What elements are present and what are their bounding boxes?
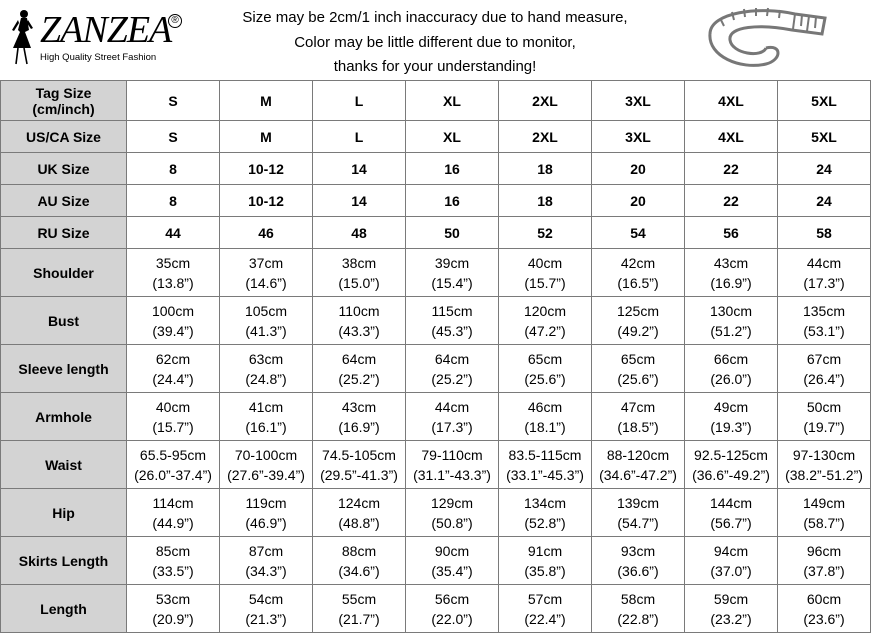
measurement-cell [406,537,499,585]
size-cell: 2XL [499,121,592,153]
cm-value: 62cm [155,350,191,367]
cm-value: 47cm [620,398,656,415]
inch-value: (27.6”-39.4”) [227,466,305,483]
size-cell: 52 [499,217,592,249]
measurement-cell [778,489,871,537]
size-cell: 44 [127,217,220,249]
measurement-cell [406,441,499,489]
row-header: UK Size [1,153,127,185]
brand-name: ZANZEA [40,9,172,51]
cm-value: 56cm [434,590,470,607]
inch-value: (15.7”) [152,418,194,435]
inch-value: (36.6”) [617,562,659,579]
measurement-cell [592,489,685,537]
size-cell: 18 [499,153,592,185]
size-cell: 24 [778,153,871,185]
size-table [0,80,871,633]
row-header: AU Size [1,185,127,217]
inch-value: (38.2”-51.2”) [785,466,863,483]
cm-value: 43cm [713,254,749,271]
measurement-cell [406,489,499,537]
size-cell: 2XL [499,81,592,121]
row-header: Waist [1,441,127,489]
measurement-cell [778,297,871,345]
size-row [1,121,871,153]
size-cell: 4XL [685,121,778,153]
cm-value: 66cm [713,350,749,367]
size-cell: 3XL [592,121,685,153]
measurement-cell [313,297,406,345]
inch-value: (22.4”) [524,610,566,627]
inch-value: (17.3”) [431,418,473,435]
cm-value: 58cm [620,590,656,607]
row-header [1,81,127,121]
cm-value: 64cm [341,350,377,367]
inch-value: (33.5”) [152,562,194,579]
notice-line: Size may be 2cm/1 inch inaccuracy due to hand measure, [242,9,628,26]
measurement-cell [685,489,778,537]
measurement-cell [127,537,220,585]
measurement-cell [220,249,313,297]
size-cell: S [127,81,220,121]
measurement-cell [313,249,406,297]
cm-value: 53cm [155,590,191,607]
measurement-cell [220,441,313,489]
size-cell: 56 [685,217,778,249]
cm-value: 65cm [620,350,656,367]
row-header-line: Tag Size [35,84,92,101]
measurement-cell [499,537,592,585]
inch-value: (29.5”-41.3”) [320,466,398,483]
measurement-cell [127,489,220,537]
measurement-cell [685,537,778,585]
size-cell: L [313,81,406,121]
size-cell: 16 [406,153,499,185]
measurement-cell [778,393,871,441]
cm-value: 65.5-95cm [139,446,207,463]
measurement-cell [220,345,313,393]
cm-value: 97-130cm [792,446,856,463]
cm-value: 64cm [434,350,470,367]
size-row [1,217,871,249]
size-cell: 3XL [592,81,685,121]
size-cell: 50 [406,217,499,249]
row-header: Hip [1,489,127,537]
size-cell: 14 [313,185,406,217]
measurement-cell [220,489,313,537]
row-header: Skirts Length [1,537,127,585]
size-cell: 24 [778,185,871,217]
size-cell: 22 [685,185,778,217]
registered-mark: ® [168,14,182,28]
row-header: Armhole [1,393,127,441]
cm-value: 87cm [248,542,284,559]
cm-value: 37cm [248,254,284,271]
cm-value: 130cm [709,302,753,319]
cm-value: 44cm [806,254,842,271]
measurement-cell [220,297,313,345]
cm-value: 41cm [248,398,284,415]
inch-value: (24.8”) [245,370,287,387]
cm-value: 139cm [616,494,660,511]
size-row [1,185,871,217]
inch-value: (34.6”-47.2”) [599,466,677,483]
cm-value: 135cm [802,302,846,319]
size-cell: XL [406,81,499,121]
inch-value: (50.8”) [431,514,473,531]
cm-value: 105cm [244,302,288,319]
inch-value: (53.1”) [803,322,845,339]
cm-value: 63cm [248,350,284,367]
inch-value: (56.7”) [710,514,752,531]
measurement-cell [127,441,220,489]
size-cell: 16 [406,185,499,217]
measurement-cell [499,585,592,633]
measurement-row [1,249,871,297]
fashion-figure-icon [6,8,40,66]
cm-value: 134cm [523,494,567,511]
measurement-cell [778,585,871,633]
cm-value: 90cm [434,542,470,559]
inch-value: (26.0”-37.4”) [134,466,212,483]
measurement-cell [313,441,406,489]
inch-value: (26.0”) [710,370,752,387]
inch-value: (31.1”-43.3”) [413,466,491,483]
row-header-line: (cm/inch) [32,100,95,117]
cm-value: 96cm [806,542,842,559]
inch-value: (16.5”) [617,274,659,291]
inch-value: (16.1”) [245,418,287,435]
measurement-cell [592,585,685,633]
inch-value: (49.2”) [617,322,659,339]
measurement-row [1,345,871,393]
cm-value: 115cm [431,302,473,319]
inch-value: (23.6”) [803,610,845,627]
inch-value: (43.3”) [338,322,380,339]
size-cell: 58 [778,217,871,249]
measurement-cell [592,249,685,297]
measurement-row [1,297,871,345]
cm-value: 110cm [338,302,380,319]
cm-value: 54cm [248,590,284,607]
measurement-cell [127,393,220,441]
measurement-cell [127,585,220,633]
measurement-cell [220,585,313,633]
measurement-cell [406,345,499,393]
cm-value: 39cm [434,254,470,271]
notice-line: Color may be little different due to monitor, [294,33,576,51]
size-cell: 22 [685,153,778,185]
cm-value: 125cm [616,302,660,319]
cm-value: 129cm [430,494,474,511]
measurement-cell [499,441,592,489]
measurement-row [1,585,871,633]
measurement-cell [313,393,406,441]
measurement-cell [313,345,406,393]
notice-line: thanks for your understanding! [333,58,537,75]
cm-value: 59cm [713,590,749,607]
inch-value: (39.4”) [152,322,194,339]
inch-value: (23.2”) [710,610,752,627]
inch-value: (17.3”) [803,274,845,291]
cm-value: 65cm [527,350,563,367]
inch-value: (44.9”) [152,514,194,531]
measurement-cell [592,345,685,393]
measurement-cell [406,297,499,345]
row-header: US/CA Size [1,121,127,153]
cm-value: 49cm [713,398,749,415]
inch-value: (22.8”) [617,610,659,627]
cm-value: 119cm [245,494,287,511]
inch-value: (15.0”) [338,274,380,291]
cm-value: 93cm [620,542,656,559]
inch-value: (46.9”) [245,514,287,531]
size-cell: 5XL [778,121,871,153]
inch-value: (25.6”) [617,370,659,387]
cm-value: 149cm [802,494,846,511]
measurement-cell [313,585,406,633]
cm-value: 60cm [806,590,842,607]
inch-value: (34.3”) [245,562,287,579]
row-header: Sleeve length [1,345,127,393]
inch-value: (20.9”) [152,610,194,627]
size-cell: 20 [592,185,685,217]
cm-value: 55cm [341,590,377,607]
size-cell: S [127,121,220,153]
cm-value: 40cm [155,398,191,415]
inch-value: (54.7”) [617,514,659,531]
inch-value: (18.1”) [524,418,566,435]
inch-value: (47.2”) [524,322,566,339]
measurement-cell [685,441,778,489]
measurement-cell [778,537,871,585]
cm-value: 114cm [152,494,194,511]
inch-value: (51.2”) [710,322,752,339]
size-cell: 14 [313,153,406,185]
measurement-cell [685,249,778,297]
cm-value: 124cm [337,494,381,511]
size-cell: 54 [592,217,685,249]
size-cell: 10-12 [220,185,313,217]
size-cell: L [313,121,406,153]
cm-value: 144cm [709,494,753,511]
cm-value: 44cm [434,398,470,415]
inch-value: (25.2”) [338,370,380,387]
cm-value: 50cm [806,398,842,415]
measurement-cell [778,249,871,297]
size-cell: XL [406,121,499,153]
measurement-row [1,489,871,537]
row-header: RU Size [1,217,127,249]
size-cell: 10-12 [220,153,313,185]
cm-value: 85cm [155,542,191,559]
measurement-row [1,393,871,441]
cm-value: 67cm [806,350,842,367]
inch-value: (58.7”) [803,514,845,531]
inch-value: (52.8”) [524,514,566,531]
inch-value: (34.6”) [338,562,380,579]
cm-value: 43cm [341,398,377,415]
inch-value: (15.4”) [431,274,473,291]
inch-value: (36.6”-49.2”) [692,466,770,483]
size-cell: 48 [313,217,406,249]
row-header: Bust [1,297,127,345]
inch-value: (13.8”) [152,274,194,291]
cm-value: 57cm [527,590,563,607]
measurement-cell [499,393,592,441]
cm-value: 100cm [151,302,195,319]
header [0,0,871,80]
cm-value: 83.5-115cm [508,446,582,463]
measurement-cell [685,345,778,393]
cm-value: 120cm [523,302,567,319]
size-cell: 5XL [778,81,871,121]
measurement-cell [685,297,778,345]
size-cell: M [220,81,313,121]
inch-value: (33.1”-45.3”) [506,466,584,483]
row-header: Shoulder [1,249,127,297]
inch-value: (19.7”) [803,418,845,435]
measurement-row [1,441,871,489]
cm-value: 88cm [341,542,377,559]
size-cell: 4XL [685,81,778,121]
inch-value: (37.8”) [803,562,845,579]
inch-value: (21.7”) [338,610,380,627]
measurement-cell [778,345,871,393]
measurement-cell [313,537,406,585]
cm-value: 40cm [527,254,563,271]
inch-value: (21.3”) [245,610,287,627]
inch-value: (19.3”) [710,418,752,435]
measurement-cell [127,249,220,297]
measurement-cell [592,297,685,345]
measurement-cell [406,585,499,633]
inch-value: (25.2”) [431,370,473,387]
measurement-cell [592,393,685,441]
size-cell: 8 [127,153,220,185]
cm-value: 88-120cm [606,446,670,463]
measurement-cell [499,249,592,297]
inch-value: (35.8”) [524,562,566,579]
cm-value: 35cm [155,254,191,271]
measurement-cell [313,489,406,537]
cm-value: 70-100cm [234,446,298,463]
inch-value: (16.9”) [710,274,752,291]
cm-value: 92.5-125cm [694,446,768,463]
inch-value: (48.8”) [338,514,380,531]
measurement-cell [220,537,313,585]
measurement-cell [499,297,592,345]
size-cell: M [220,121,313,153]
inch-value: (45.3”) [431,322,473,339]
measuring-tape-icon [700,4,830,76]
measurement-cell [778,441,871,489]
inch-value: (25.6”) [524,370,566,387]
cm-value: 94cm [713,542,749,559]
cm-value: 42cm [620,254,656,271]
row-header: Length [1,585,127,633]
size-row [1,81,871,121]
measurement-cell [685,585,778,633]
cm-value: 46cm [527,398,563,415]
inch-value: (22.0”) [431,610,473,627]
inch-value: (35.4”) [431,562,473,579]
size-row [1,153,871,185]
cm-value: 79-110cm [421,446,483,463]
cm-value: 38cm [341,254,377,271]
inch-value: (16.9”) [338,418,380,435]
inch-value: (18.5”) [617,418,659,435]
inch-value: (26.4”) [803,370,845,387]
brand-tagline: High Quality Street Fashion [40,52,157,63]
cm-value: 91cm [527,542,563,559]
measurement-cell [685,393,778,441]
inch-value: (15.7”) [524,274,566,291]
size-cell: 20 [592,153,685,185]
measurement-cell [127,345,220,393]
inch-value: (37.0”) [710,562,752,579]
cm-value: 74.5-105cm [322,446,396,463]
size-chart [0,80,871,634]
inch-value: (41.3”) [245,322,287,339]
measurement-cell [499,345,592,393]
size-cell: 8 [127,185,220,217]
measurement-cell [406,249,499,297]
brand-logo [6,6,181,70]
measurement-cell [406,393,499,441]
size-cell: 18 [499,185,592,217]
measurement-cell [220,393,313,441]
measurement-cell [499,489,592,537]
inch-value: (24.4”) [152,370,194,387]
measurement-cell [592,441,685,489]
measurement-notice [195,6,675,80]
measurement-cell [127,297,220,345]
inch-value: (14.6”) [245,274,287,291]
measurement-cell [592,537,685,585]
size-cell: 46 [220,217,313,249]
measurement-row [1,537,871,585]
